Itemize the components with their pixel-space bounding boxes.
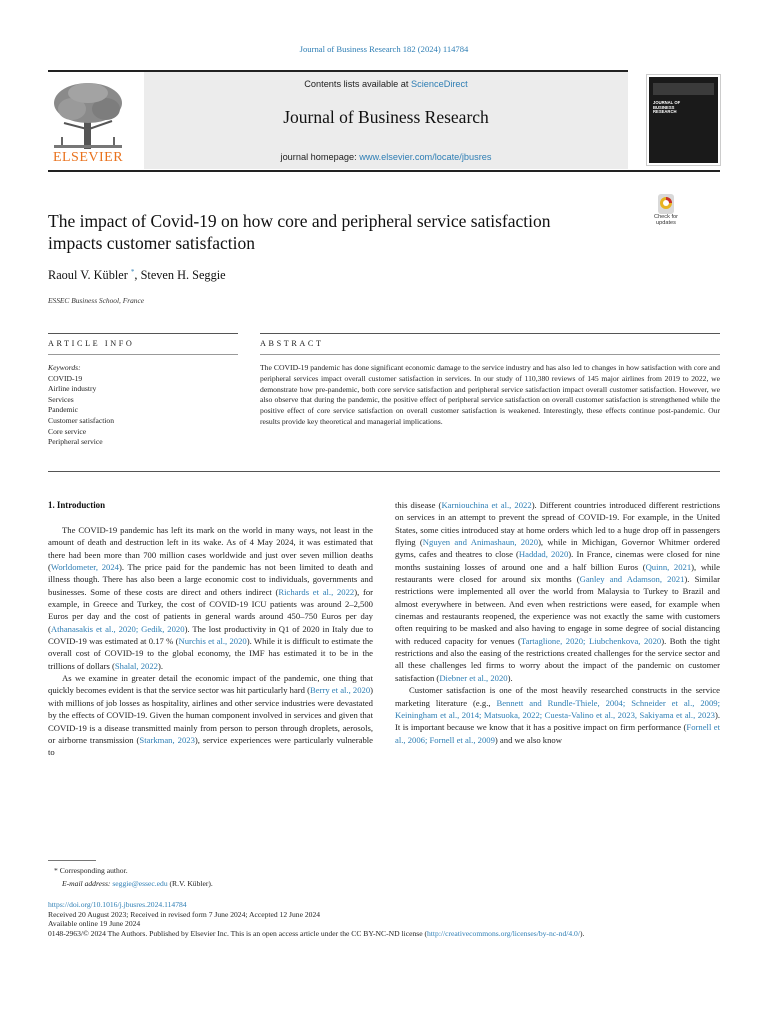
contents-prefix: Contents lists available at <box>304 79 412 89</box>
author-list <box>48 268 226 283</box>
corresponding-author-note <box>48 866 128 875</box>
intro-paragraph-1: The COVID-19 pandemic has left its mark on the world in many ways, not least in the amount of death and destruction left in its wake. As of 4 May 2024, it was estimated that there had been more than 700 million cases worldwide and just over seven million deaths (Worldometer, 2024). The price paid for the pandemic has not been limited to death and illness though. There has also been a large economic cost to individuals, governments and businesses. Some of these costs are direct and others indirect (Richards et al., 2022), for example, in Greece and Turkey, the cost of COVID-19 ICU patients was around 2–2,500 Euros per day and the cost of patients in general wards around 450–750 Euros per day (Athanasakis et al., 2020; Gedik, 2020). The lost productivity in Q1 of 2020 in Italy due to COVID-19 was estimated at 0.17 % (Nurchis et al., 2020). While it is difficult to estimate the overall cost of COVID-19 to the global economy, the IMF has estimated it to be in the trillions of dollars (Shalal, 2022). <box>48 525 374 671</box>
citation-link[interactable]: Tartaglione, 2020; Liubchenkova, 2020 <box>520 635 662 646</box>
email-link[interactable]: seggie@essec.edu <box>112 879 168 888</box>
author-seggie[interactable]: Steven H. Seggie <box>140 268 226 283</box>
article-info-top-rule <box>48 333 238 334</box>
citation-link[interactable]: Worldometer, 2024 <box>50 562 119 573</box>
abstract-bottom-rule <box>48 471 720 472</box>
elsevier-wordmark: ELSEVIER <box>52 150 124 165</box>
available-online: Available online 19 June 2024 <box>48 919 141 929</box>
check-updates-text <box>645 214 687 226</box>
abstract-mid-rule <box>260 354 720 355</box>
intro-paragraph-continued: this disease (Karniouchina et al., 2022). Different countries introduced different restrictions on services in an attempt to prevent the spread of COVID-19. For example, in the United States, some cities introduced stay at home orders which led to a huge drop off in passengers flying (Nguyen and Animashaun, 2020), while in Michigan, Governor Whitmer ordered gyms, cafes and theatres to close (Haddad, 2020). In France, cinemas were closed for nine months sustaining losses of around one and a half billion Euros (Quinn, 2021), while restaurants were closed for around six months (Ganley and Adamson, 2021). Similar restrictions were implemented all over the world from Malaysia to Turkey to Brazil and almost everywhere in between. And even when restrictions were eased, for example when cinemas and restaurants reopened, the experience was not exactly the same with customers often requiring to be masked and also having to engage in some degree of social distancing with reduced capacity for venues (Tartaglione, 2020; Liubchenkova, 2020). Both the tight restrictions and also the easing of the restrictions created challenges for the service sector and all these challenges led firms to worry about the impact of the pandemic on customer satisfaction (Diebner et al., 2020). <box>395 500 721 683</box>
keyword-item: Airline industry <box>48 384 97 394</box>
article-info-heading: ARTICLE INFO <box>48 339 135 348</box>
footnote-rule <box>48 860 96 861</box>
email-label: E-mail address: <box>62 879 113 888</box>
check-updates-line2: updates <box>656 220 676 226</box>
keyword-item: Peripheral service <box>48 437 103 447</box>
citation-link[interactable]: Diebner et al., 2020 <box>439 672 508 683</box>
journal-cover-image <box>649 77 718 163</box>
homepage-prefix: journal homepage: <box>280 152 360 162</box>
citation-link[interactable]: Shalal, 2022 <box>114 660 158 671</box>
affiliation: ESSEC Business School, France <box>48 296 145 305</box>
corresponding-author-text: Corresponding author. <box>59 866 128 875</box>
abstract-heading: ABSTRACT <box>260 339 324 348</box>
keyword-item: COVID-19 <box>48 373 83 383</box>
body-left-column <box>48 524 373 759</box>
masthead-bottom-rule <box>48 170 720 172</box>
cover-header-band <box>653 83 714 95</box>
check-updates-icon <box>658 194 674 214</box>
license-statement: 0148-2963/© 2024 The Authors. Published by Elsevier Inc. This is an open access article under the CC BY-NC-ND license (http://creativecommons.org/licenses/by-nc-nd/4.0/). <box>48 928 585 938</box>
homepage-link[interactable]: www.elsevier.com/locate/jbusres <box>359 152 492 162</box>
sciencedirect-link[interactable]: ScienceDirect <box>411 79 468 89</box>
journal-title: Journal of Business Research <box>283 107 489 127</box>
article-metadata <box>48 900 720 938</box>
citation-link[interactable]: Athanasakis et al., 2020; Gedik, 2020 <box>50 623 185 634</box>
homepage-line <box>144 152 628 162</box>
introduction-heading: 1. Introduction <box>48 500 106 510</box>
citation-link[interactable]: Richards et al., 2022 <box>278 586 355 597</box>
citation-link[interactable]: Karniouchina et al., 2022 <box>441 500 532 510</box>
email-suffix: (R.V. Kübler). <box>167 879 213 888</box>
body-right-column <box>395 499 720 746</box>
keyword-item: Core service <box>48 426 87 436</box>
citation-link[interactable]: Haddad, 2020 <box>518 549 569 560</box>
citation-link[interactable]: Quinn, 2021 <box>645 561 692 572</box>
cover-title-text: JOURNAL OF BUSINESS RESEARCH <box>653 100 681 115</box>
citation-link[interactable]: Ganley and Adamson, 2021 <box>579 574 685 585</box>
article-info-mid-rule <box>48 354 238 355</box>
citation-link[interactable]: Berry et al., 2020 <box>310 685 371 696</box>
citation-link[interactable]: Starkman, 2023 <box>139 734 195 745</box>
author-separator: , <box>134 268 141 283</box>
keywords-block <box>48 363 238 448</box>
author-kubler[interactable]: Raoul V. Kübler <box>48 268 128 283</box>
email-note <box>62 879 213 888</box>
article-title-line2: impacts customer satisfaction <box>48 233 256 253</box>
intro-paragraph-2: As we examine in greater detail the economic impact of the pandemic, one thing that quickly becomes evident is that the service sector was hit particularly hard (Berry et al., 2020) with millions of job losses as hospitality, airlines and other service industries were devastated by the effects of COVID-19. Given the human component involved in services and given that COVID-19 is a disease transmitted mainly from person to person through droplets, aerosols, or airborne transmission (Starkman, 2023), service experiences were particularly vulnerable to <box>48 673 374 758</box>
journal-citation[interactable]: Journal of Business Research 182 (2024) 114784 <box>299 44 469 54</box>
received-dates: Received 20 August 2023; Received in revised form 7 June 2024; Accepted 12 June 2024 <box>48 909 321 919</box>
article-title <box>48 210 638 254</box>
article-title-line1: The impact of Covid-19 on how core and peripheral service satisfaction <box>48 211 551 231</box>
intro-paragraph-3: Customer satisfaction is one of the most heavily researched constructs in the service marketing literature (e.g., Bennett and Rundle-Thiele, 2004; Schneider et al., 2009; Keiningham et al., 2014; Matsuoka, 2022; Cuesta-Valino et al., 2023, Sakiyama et al., 2023). It is important because we know that it has a positive impact on firm performance (Fornell et al., 2006; Fornell et al., 2009) and we also know <box>395 685 721 745</box>
keyword-item: Customer satisfaction <box>48 415 115 425</box>
journal-cover-thumbnail[interactable] <box>646 74 721 166</box>
abstract-text: The COVID-19 pandemic has done significant economic damage to the service industry and has also led to changes in how satisfaction with core and peripheral services impact overall customer satisfaction in services. In our study of 110,380 reviews of 145 major airlines from 2019 to 2022, we demonstrate how pre-pandemic, both core service satisfaction and peripheral service satisfaction impact overall customer satisfaction. However, we also observe that during the pandemic, the positive effect of peripheral service satisfaction on overall customer satisfaction is strengthened while the positive effect of core service satisfaction on overall customer satisfaction is weakened. Interestingly, these effects continue post-pandemic. Our results provide key theoretical and managerial implications. <box>260 363 720 426</box>
abstract-top-rule <box>260 333 720 334</box>
keyword-item: Pandemic <box>48 405 78 415</box>
check-updates-line1: Check for <box>654 214 678 220</box>
corresponding-author-mark[interactable]: * <box>130 268 135 276</box>
check-for-updates-badge[interactable] <box>645 194 687 230</box>
license-link[interactable]: http://creativecommons.org/licenses/by-nc-nd/4.0/ <box>427 928 580 938</box>
citation-link[interactable]: Bennett and Rundle-Thiele, 2004; Schneider et al., 2009; Keiningham et al., 2014; Matsuoka, 2022; Cuesta-Valino et al., 2023, Sakiyama et al., 2023 <box>395 697 721 720</box>
citation-link[interactable]: Fornell et al., 2006; Fornell et al., 2009 <box>395 722 720 745</box>
keywords-label: Keywords: <box>48 363 81 372</box>
citation-link[interactable]: Nguyen and Animashaun, 2020 <box>422 537 539 548</box>
citation-link[interactable]: Nurchis et al., 2020 <box>178 636 247 647</box>
doi-link[interactable]: https://doi.org/10.1016/j.jbusres.2024.114784 <box>48 900 187 909</box>
contents-line <box>144 79 628 89</box>
keyword-item: Services <box>48 394 74 404</box>
footnote-mark: * <box>54 866 58 875</box>
